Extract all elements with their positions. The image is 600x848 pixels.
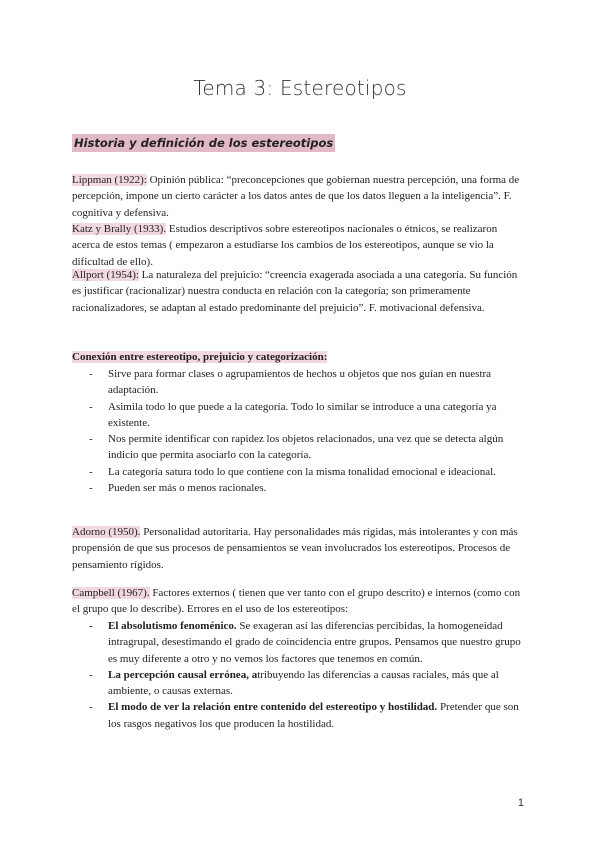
campbell-list [72, 618, 527, 732]
connection-list [72, 366, 527, 496]
paragraph-allport [72, 267, 527, 316]
reference-katz: Katz y Brally (1933). [72, 223, 167, 235]
paragraph-lippmann [72, 172, 527, 221]
page-number: 1 [517, 797, 524, 809]
list-item: - La categoría satura todo lo que contiene con la misma tonalidad emocional e ideacional. [89, 465, 496, 478]
section-heading: Historia y definición de los estereotipos [74, 136, 334, 150]
list-item: - Pueden ser más o menos racionales. [89, 482, 267, 495]
paragraph-text: La naturaleza del prejuicio: “creencia exagerada asociada a una categoría. Su función es justificar (racionalizar) nuestra conducta en relación con la categoría; son primeramente racionalizadores, se adaptan al estado predominante del prejuicio”. F. motivacional defensiva. [72, 269, 518, 314]
list-item: - El modo de ver la relación entre contenido del estereotipo y hostilidad. Pretender que son los rasgos negativos los que producen la hostilidad. [89, 701, 519, 730]
reference-adorno: Adorno (1950). [72, 526, 141, 538]
connection-heading: Conexión entre estereotipo, prejuicio y categorización: [72, 351, 328, 363]
paragraph-text: Factores externos ( tienen que ver tanto con el grupo descrito) e internos (como con el grupo que lo describe). Errores en el uso de los estereotipos: [72, 587, 521, 616]
reference-lippmann: Lippman (1922): [72, 174, 147, 186]
paragraph-campbell [72, 585, 527, 618]
paragraph-adorno [72, 524, 527, 573]
paragraph-text: Personalidad autoritaria. Hay personalidades más rígidas, más intolerantes y con más propensión de que sus procesos de pensamientos se vean involucrados los estereotipos. Procesos de pensamiento rígidos. [72, 526, 518, 571]
list-item: - Sirve para formar clases o agrupamientos de hechos u objetos que nos guían en nuestra adaptación. [89, 368, 492, 397]
reference-allport: Allport (1954): [72, 269, 139, 281]
list-item: - Nos permite identificar con rapidez los objetos relacionados, una vez que se detecta algún indicio que permita asociarlo con la categoría. [89, 433, 504, 462]
document-title: Tema 3: Estereotipos [193, 76, 407, 100]
list-item: - Asimila todo lo que puede a la categoría. Todo lo similar se introduce a una categoría ya existente. [89, 400, 497, 429]
list-item: - El absolutismo fenoménico. Se exageran así las diferencias percibidas, la homogeneidad intragrupal, desestimando el grado de coincidencia entre grupos. Pensamos que nuestro grupo es muy diferente a otro y no vemos los factores que tenemos en común. [89, 620, 521, 665]
reference-campbell: Campbell (1967). [72, 587, 150, 599]
paragraph-text: Estudios descriptivos sobre estereotipos nacionales o étnicos, se realizaron acerca de estos temas ( empezaron a estudiarse los cambios de los estereotipos, aunque se vio la dificultad de ello). [72, 223, 498, 268]
paragraph-text: Opinión pública: “preconcepciones que gobiernan nuestra percepción, una forma de percepción, impone un cierto carácter a los datos antes de que los datos lleguen a la inteligencia”. F. cognitiva y defensiva. [72, 174, 520, 219]
paragraph-katz [72, 221, 527, 270]
list-item: - La percepción causal errónea, atribuyendo las diferencias a causas raciales, más que al ambiente, o causas externas. [89, 668, 499, 698]
